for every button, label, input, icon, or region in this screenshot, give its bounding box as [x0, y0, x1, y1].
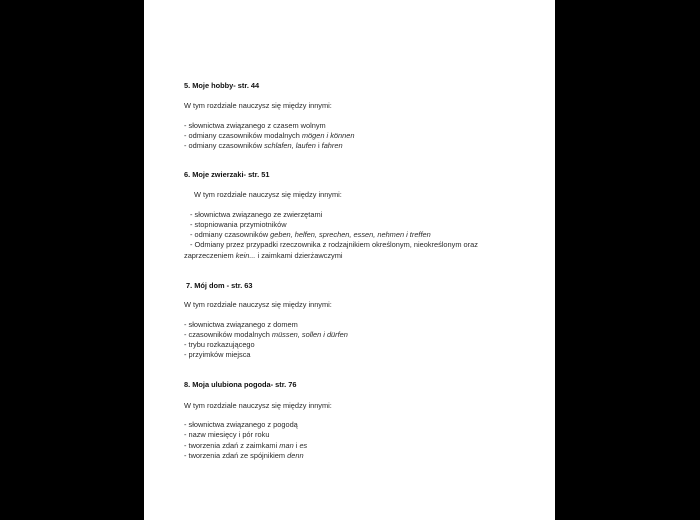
section-intro: W tym rozdziale nauczysz się między innymi:	[194, 190, 342, 199]
section-intro: W tym rozdziale nauczysz się między innymi:	[184, 300, 332, 309]
list-item: - czasowników modalnych müssen, sollen i dürfen	[184, 330, 348, 339]
section-heading: 7. Mój dom - str. 63	[186, 281, 253, 290]
list-item: - stopniowania przymiotników	[190, 220, 287, 229]
list-item: - tworzenia zdań z zaimkami man i es	[184, 441, 308, 450]
section-heading: 6. Moje zwierzaki- str. 51	[184, 170, 270, 179]
list-item: - odmiany czasowników geben, helfen, sprechen, essen, nehmen i treffen	[190, 230, 431, 239]
list-item: - słownictwa związanego ze zwierzętami	[190, 210, 323, 219]
list-item-continuation: zaprzeczeniem kein... i zaimkami dzierżawczymi	[184, 251, 343, 260]
list-item: - słownictwa związanego z pogodą	[184, 420, 298, 429]
list-item: - trybu rozkazującego	[184, 340, 255, 349]
document-page	[144, 0, 555, 520]
list-item: - słownictwa związanego z czasem wolnym	[184, 121, 326, 130]
list-item: - nazw miesięcy i pór roku	[184, 430, 270, 439]
section-intro: W tym rozdziale nauczysz się między innymi:	[184, 101, 332, 110]
list-item: - przyimków miejsca	[184, 350, 251, 359]
section-heading: 8. Moja ulubiona pogoda- str. 76	[184, 380, 297, 389]
list-item: - odmiany czasowników modalnych mögen i können	[184, 131, 355, 140]
list-item: - odmiany czasowników schlafen, laufen i fahren	[184, 141, 343, 150]
section-intro: W tym rozdziale nauczysz się między innymi:	[184, 401, 332, 410]
list-item: - słownictwa związanego z domem	[184, 320, 298, 329]
list-item: - Odmiany przez przypadki rzeczownika z rodzajnikiem określonym, nieokreślonym oraz	[190, 240, 478, 249]
section-heading: 5. Moje hobby- str. 44	[184, 81, 260, 90]
list-item: - tworzenia zdań ze spójnikiem denn	[184, 451, 304, 460]
